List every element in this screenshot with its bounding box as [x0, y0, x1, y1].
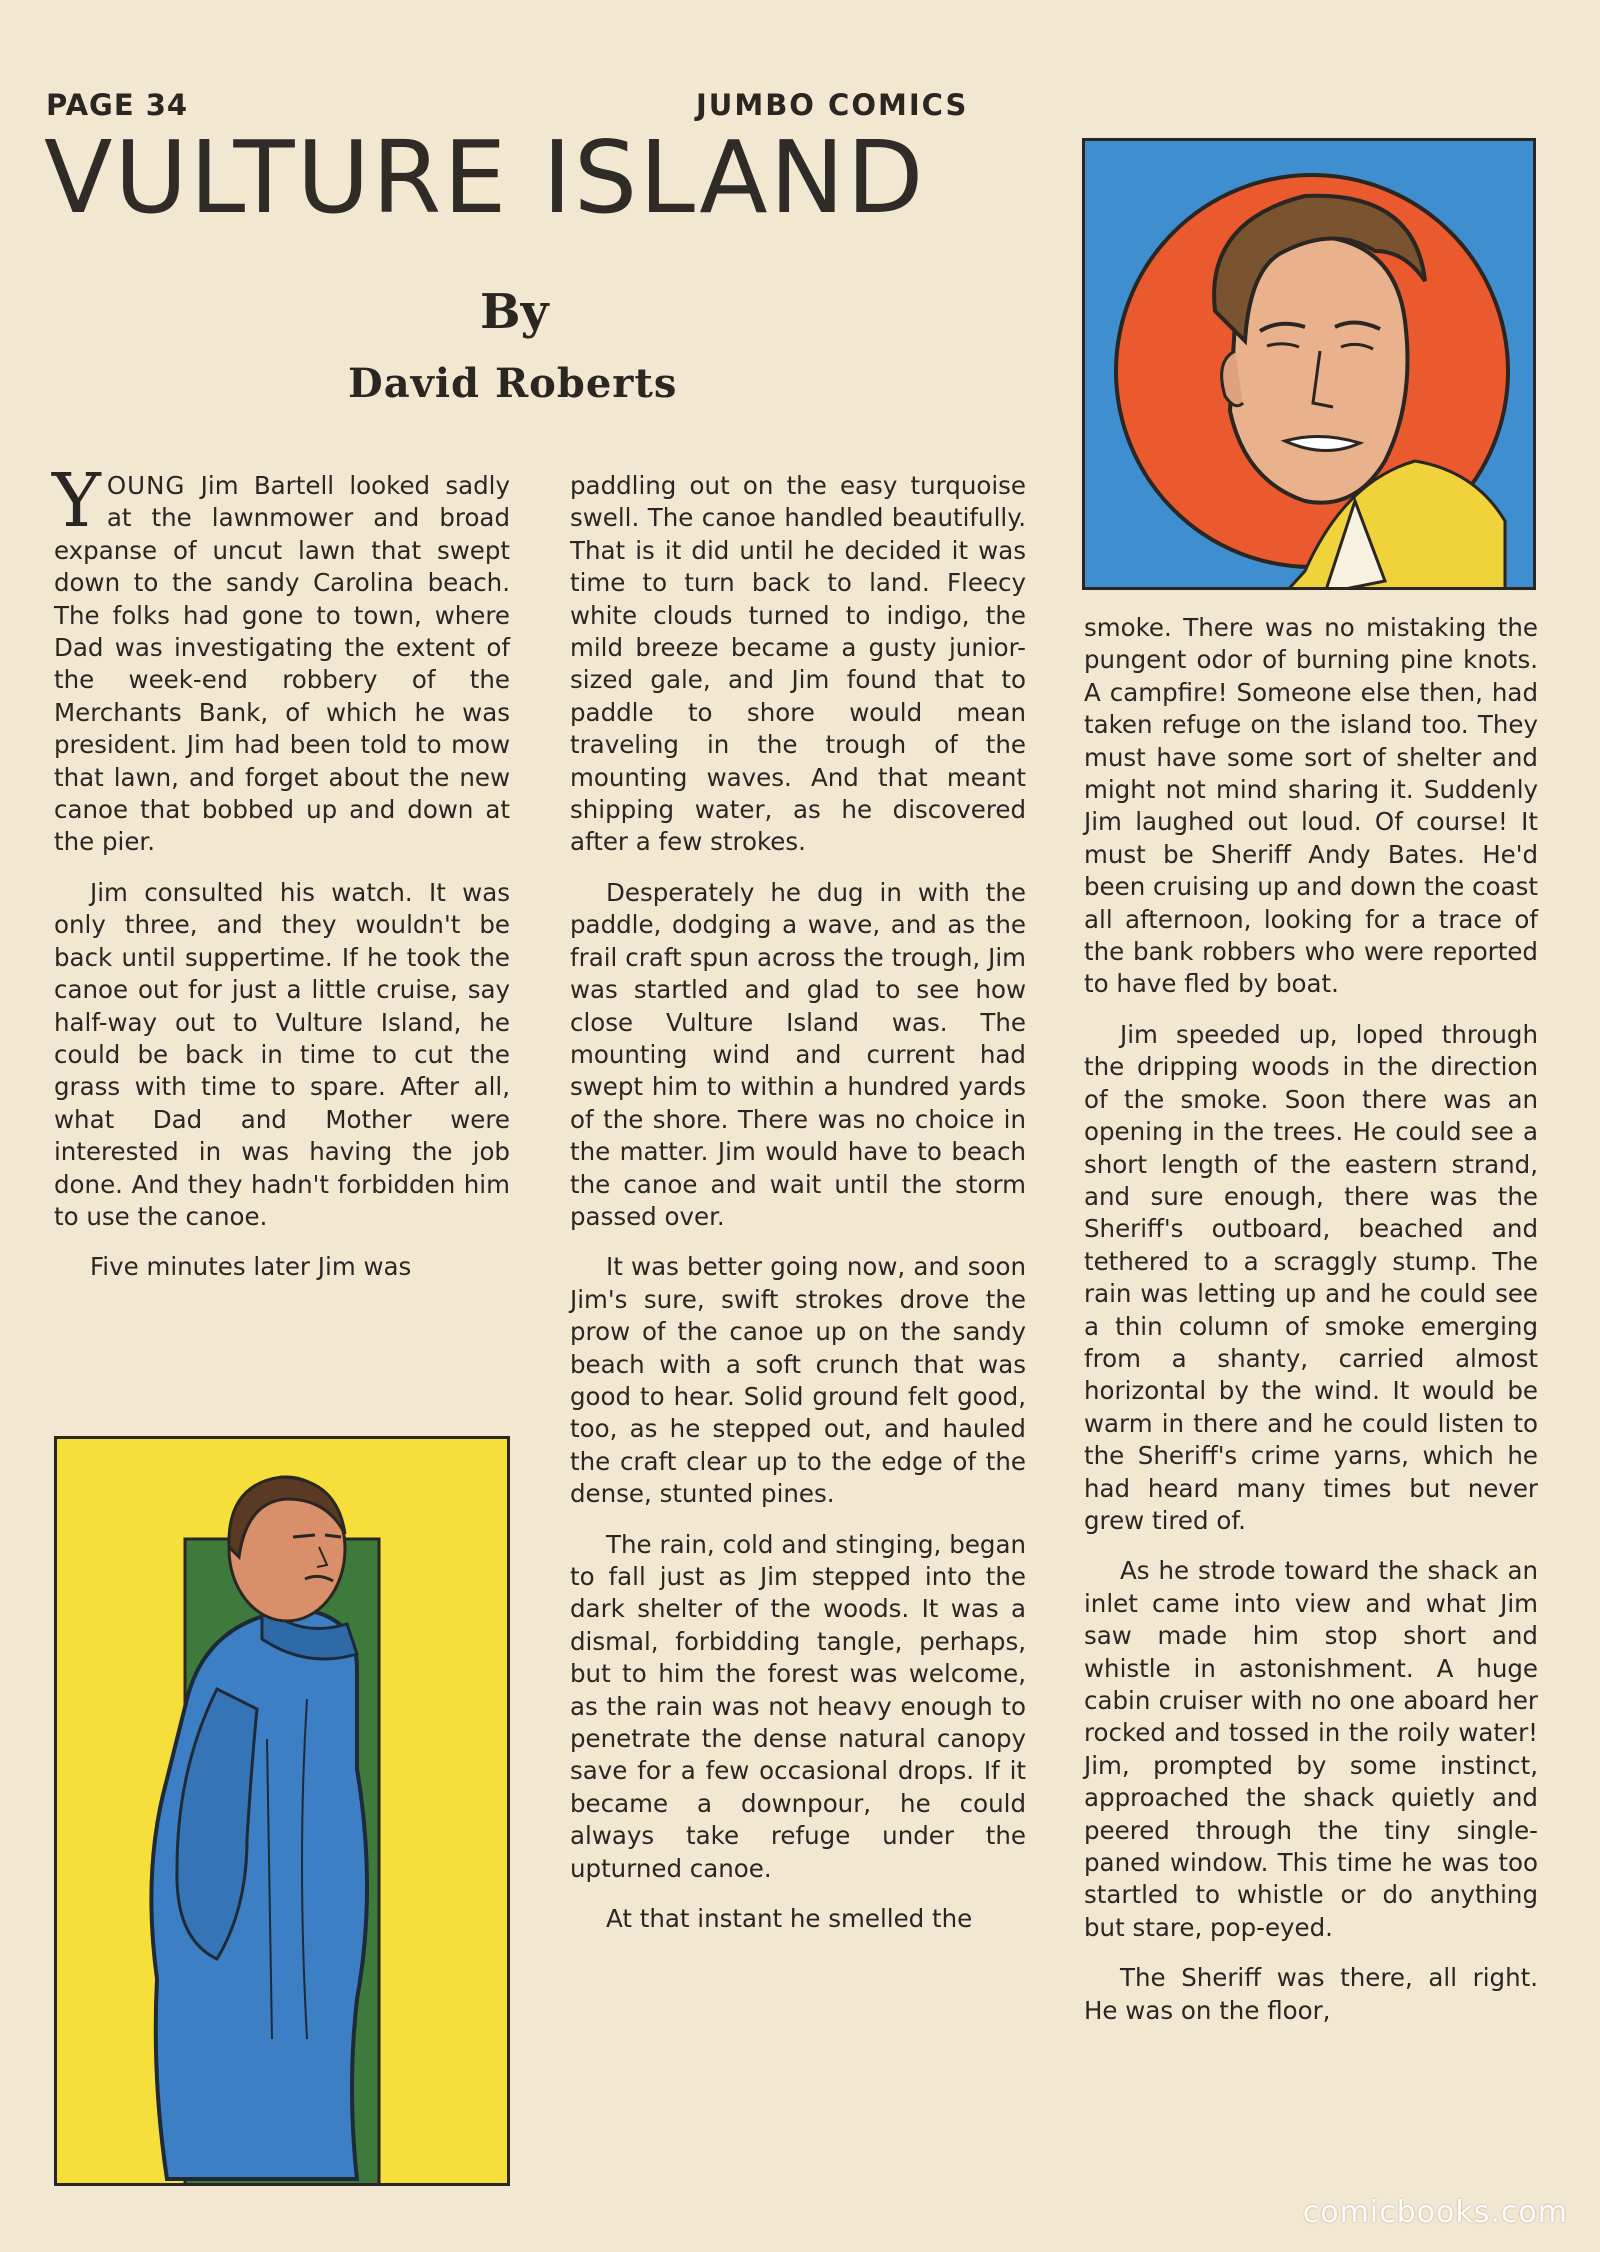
lead-word: OUNG [106, 471, 186, 500]
byline-by: By [480, 284, 549, 340]
text-column-3 [1084, 612, 1538, 2045]
paragraph-text: Jim Bartell looked sadly at the lawnmower and broad expanse of uncut lawn that swept down to the sandy Carolina beach. The folks had gone to town, where Dad was investigating the extent of the week-end robbery of the Merchants Bank, of which he was president. Jim had been told to mow that lawn, and forget about the new canoe that bobbed up and down at the pier. [54, 471, 510, 857]
illustration-man-in-coat [54, 1436, 510, 2186]
portrait-art [1085, 141, 1536, 590]
paragraph: Desperately he dug in with the paddle, dodging a wave, and as the frail craft spun across the trough, Jim was startled and glad to see how close Vulture Island was. The mounting wind and current had swept him to within a hundred yards of the shore. There was no choice in the matter. Jim would have to beach the canoe and wait until the storm passed over. [570, 877, 1026, 1231]
paragraph: smoke. There was no mistaking the pungent odor of burning pine knots. A campfire! Someone else then, had taken refuge on the island too. They must have some sort of shelter and might not mind sharing it. Suddenly Jim laughed out loud. Of course! It must be Sheriff Andy Bates. He'd been cruising up and down the coast all afternoon, looking for a trace of the bank robbers who were reported to have fled by boat. [1084, 613, 1538, 999]
man-illustration-art [57, 1439, 510, 2186]
paragraph: At that instant he smelled the [606, 1904, 973, 1934]
paragraph: The Sheriff was there, all right. He was on the floor, [1084, 1963, 1538, 2025]
author-name: David Roberts [348, 360, 678, 407]
paragraph: paddling out on the easy turquoise swell. The canoe handled beautifully. That is it did until he decided it was time to turn back to land. Fleecy white clouds turned to indigo, the mild breeze became a gusty junior-sized gale, and Jim found that to paddle to shore would mean traveling in the trough of the mounting waves. And that meant shipping water, as he discovered after a few strokes. [570, 471, 1026, 857]
watermark: comicbooks.com [1302, 2195, 1568, 2230]
text-column-2 [570, 470, 1026, 1953]
paragraph: Five minutes later Jim was [90, 1252, 412, 1282]
text-column-1 [52, 458, 510, 1302]
paragraph: As he strode toward the shack an inlet came into view and what Jim saw made him stop short and whistle in astonishment. A huge cabin cruiser with no one aboard her rocked and tossed in the roily water! Jim, prompted by some instinct, approached the shack quietly and peered through the tiny single-paned window. This time he was too startled to whistle or do anything but stare, pop-eyed. [1084, 1556, 1538, 1942]
paragraph: Jim consulted his watch. It was only three, and they wouldn't be back until suppertime. If he took the canoe out for just a little cruise, say half-way out to Vulture Island, he could be back in time to cut the grass with time to spare. After all, what Dad and Mother were interested in was having the job done. And they hadn't forbidden him to use the canoe. [54, 877, 510, 1231]
magazine-name: JUMBO COMICS [696, 88, 969, 122]
paragraph: It was better going now, and soon Jim's sure, swift strokes drove the prow of the canoe up on the sandy beach with a soft crunch that was good to hear. Solid ground felt good, too, as he stepped out, and hauled the craft clear up to the edge of the dense, stunted pines. [570, 1252, 1026, 1509]
page-number: PAGE 34 [46, 88, 189, 122]
paragraph: The rain, cold and stinging, began to fall just as Jim stepped into the dark shelter of the woods. It was a dismal, forbidding tangle, perhaps, but to him the forest was welcome, as the rain was not heavy enough to penetrate the dense natural canopy save for a few occasional drops. If it became a downpour, he could always take refuge under the upturned canoe. [570, 1529, 1026, 1883]
illustration-portrait-jim [1082, 138, 1536, 590]
paragraph: Jim speeded up, loped through the dripping woods in the direction of the smoke. Soon there was an opening in the trees. He could see a short length of the eastern strand, and sure enough, there was the Sheriff's outboard, beached and tethered to a scraggly stump. The rain was letting up and he could see a thin column of smoke emerging from a shanty, carried almost horizontal by the wind. It would be warm in there and he could listen to the Sheriff's crime yarns, which he had heard many times but never grew tired of. [1084, 1019, 1538, 1535]
drop-cap: Y [52, 458, 101, 544]
story-title: VULTURE ISLAND [44, 119, 926, 236]
paragraph [52, 458, 510, 859]
